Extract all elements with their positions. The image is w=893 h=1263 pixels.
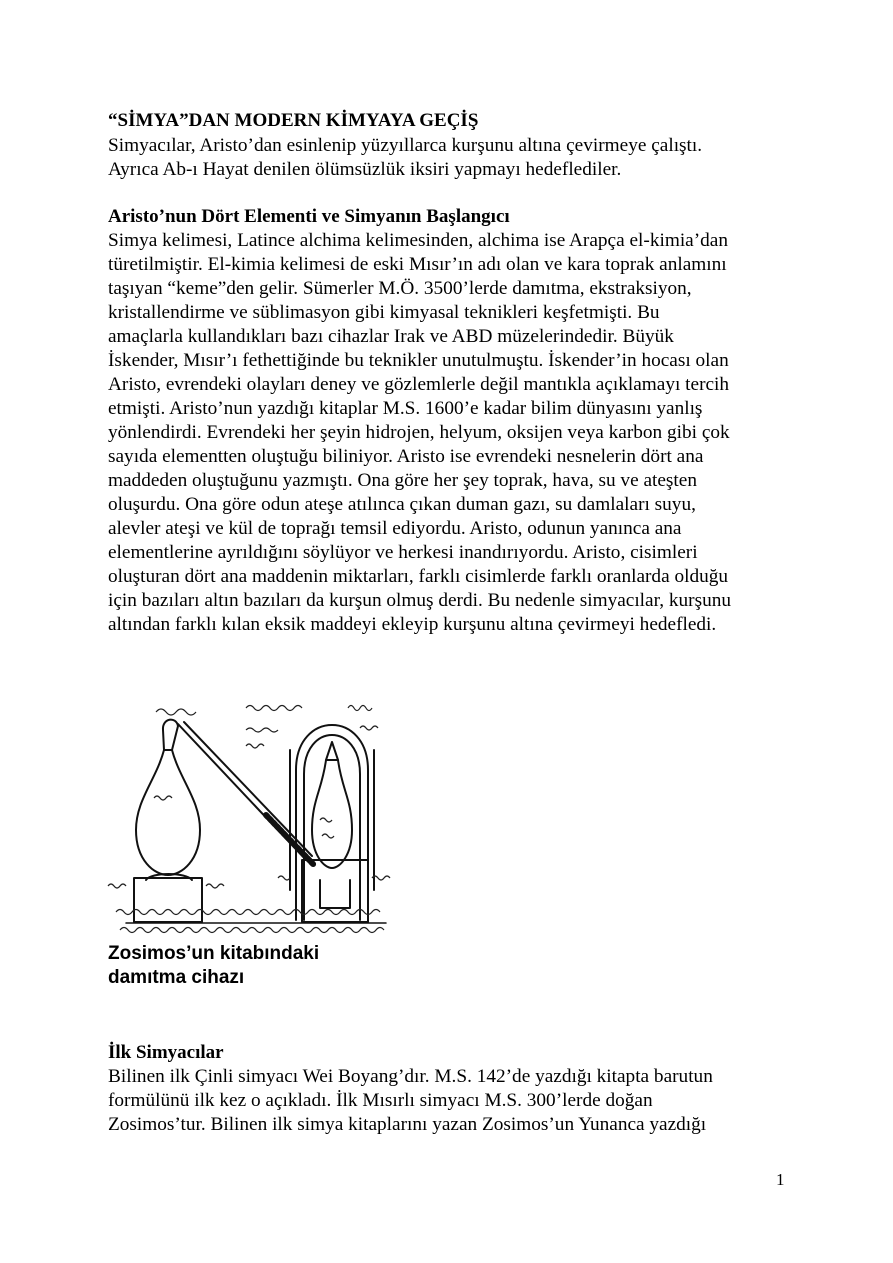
figure-caption-line-1: Zosimos’un kitabındaki <box>108 943 320 964</box>
paragraph-line: yönlendirdi. Evrendeki her şeyin hidrojen, helyum, oksijen veya karbon gibi çok <box>108 422 730 443</box>
paragraph-line: Aristo, evrendeki olayları deney ve gözlemlerle değil mantıkla açıklamayı tercih <box>108 374 730 395</box>
section-heading-aristo: Aristo’nun Dört Elementi ve Simyanın Başlangıcı <box>108 206 510 227</box>
intro-line-1: Simyacılar, Aristo’dan esinlenip yüzyıllarca kurşunu altına çevirmeye çalıştı. <box>108 135 703 156</box>
paragraph-line: altından farklı kılan eksik maddeyi ekleyip kurşunu altına çevirmeyi hedefledi. <box>108 614 717 635</box>
paragraph-line: türetilmiştir. El-kimia kelimesi de eski Mısır’ın adı olan ve kara toprak anlamını <box>108 254 727 275</box>
paragraph-line: formülünü ilk kez o açıkladı. İlk Mısırlı simyacı M.S. 300’lerde doğan <box>108 1090 653 1111</box>
paragraph-line: için bazıları altın bazıları da kurşun olmuş derdi. Bu nedenle simyacılar, kurşunu <box>108 590 732 611</box>
figure-caption <box>108 942 319 990</box>
paragraph-line: etmişti. Aristo’nun yazdığı kitaplar M.S. 1600’e kadar bilim dünyasını yanlış <box>108 398 703 419</box>
page-number: 1 <box>776 1170 785 1189</box>
paragraph-line: taşıyan “keme”den gelir. Sümerler M.Ö. 3500’lerde damıtma, ekstraksiyon, <box>108 278 692 299</box>
distillation-apparatus-illustration <box>106 690 396 940</box>
page-title: “SİMYA”DAN MODERN KİMYAYA GEÇİŞ <box>108 110 479 131</box>
section-heading-first-alchemists: İlk Simyacılar <box>108 1042 224 1063</box>
paragraph-line: Zosimos’tur. Bilinen ilk simya kitaplarını yazan Zosimos’un Yunanca yazdığı <box>108 1114 707 1135</box>
paragraph-line: elementlerine ayrıldığını söylüyor ve herkesi inandırıyordu. Aristo, cisimleri <box>108 542 698 563</box>
paragraph-line: alevler ateşi ve kül de toprağı temsil ediyordu. Aristo, odunun yanınca ana <box>108 518 682 539</box>
paragraph-line: kristallendirme ve süblimasyon gibi kimyasal teknikleri keşfetmişti. Bu <box>108 302 660 323</box>
paragraph-line: Simya kelimesi, Latince alchima kelimesinden, alchima ise Arapça el-kimia’dan <box>108 230 728 251</box>
paragraph-line: amaçlarla kullandıkları bazı cihazlar Irak ve ABD müzelerindedir. Büyük <box>108 326 674 347</box>
paragraph-line: maddeden oluştuğunu yazmıştı. Ona göre her şey toprak, hava, su ve ateşten <box>108 470 697 491</box>
paragraph-line: sayıda elementten oluştuğu biliniyor. Aristo ise evrendeki nesnelerin dört ana <box>108 446 704 467</box>
paragraph-line: Bilinen ilk Çinli simyacı Wei Boyang’dır. M.S. 142’de yazdığı kitapta barutun <box>108 1066 713 1087</box>
paragraph-line: oluşturan dört ana maddenin miktarları, farklı cisimlerde farklı oranlarda olduğu <box>108 566 729 587</box>
paragraph-line: oluşurdu. Ona göre odun ateşe atılınca çıkan duman gazı, su damlaları suyu, <box>108 494 696 515</box>
intro-line-2: Ayrıca Ab-ı Hayat denilen ölümsüzlük iksiri yapmayı hedeflediler. <box>108 159 622 180</box>
figure-caption-line-2: damıtma cihazı <box>108 967 245 988</box>
paragraph-line: İskender, Mısır’ı fethettiğinde bu teknikler unutulmuştu. İskender’in hocası olan <box>108 350 729 371</box>
